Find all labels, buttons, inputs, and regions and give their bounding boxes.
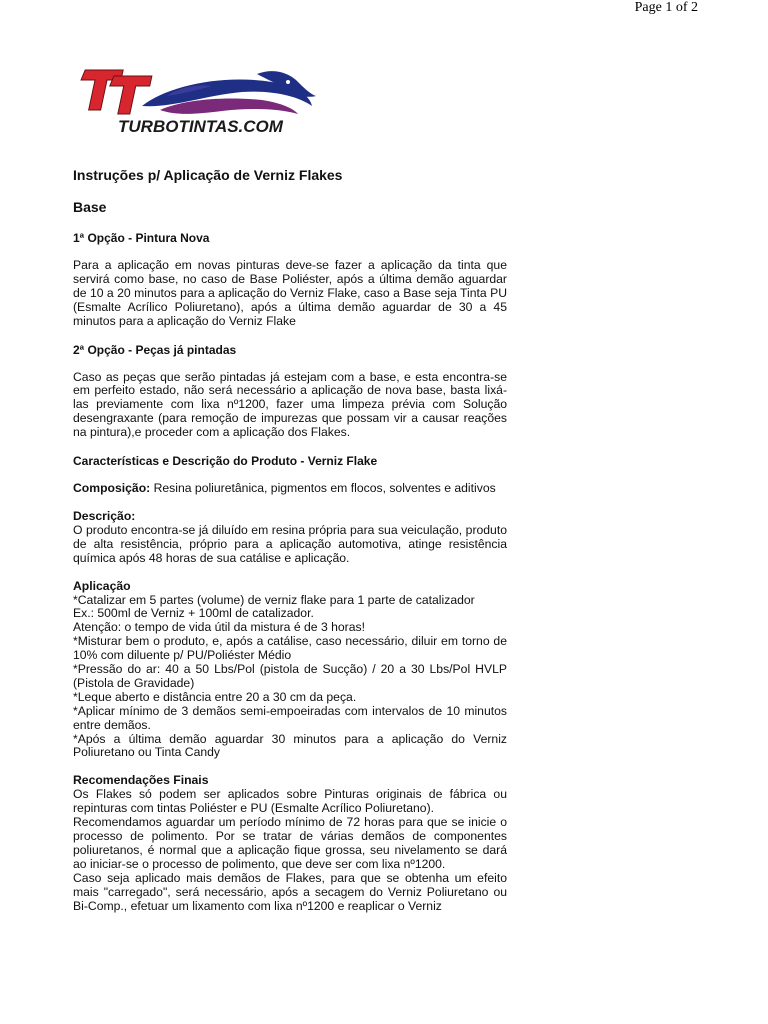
- description-label: Descrição:: [73, 508, 136, 523]
- characteristics-heading: Características e Descrição do Produto - Verniz Flake: [73, 454, 378, 469]
- document-body: [73, 167, 507, 927]
- option-2-text: Caso as peças que serão pintadas já estejam com a base, e esta encontra-se em perfeito estado, não será necessário a aplicação de nova base, basta lixá-las previamente com lixa nº1200, fazer uma limpeza prévia com Solução desengraxante (para remoção de impurezas que possam vir a causar reações na pintura),e proceder com a aplicação dos Flakes.: [73, 369, 507, 440]
- recommendation-line: Os Flakes só podem ser aplicados sobre Pinturas originais de fábrica ou repinturas com tintas Poliéster e PU (Esmalte Acrílico Poliuretano).: [73, 787, 507, 816]
- option-1-text: Para a aplicação em novas pinturas deve-se fazer a aplicação da tinta que servirá como base, no caso de Base Poliéster, após a última demão aguardar de 10 a 20 minutos para a aplicação do Verniz Flake, caso a Base seja Tinta PU (Esmalte Acrílico Poliuretano), após a última demão aguardar de 30 a 45 minutos para a aplicação do Verniz Flake: [73, 258, 507, 328]
- section-heading-base: Base: [73, 199, 107, 215]
- page-number: Page 1 of 2: [634, 0, 698, 15]
- application-line: *Pressão do ar: 40 a 50 Lbs/Pol (pistola de Sucção) / 20 a 30 Lbs/Pol HVLP (Pistola de Gravidade): [73, 662, 507, 690]
- logo-wordmark: TURBOTINTAS.COM: [118, 117, 283, 136]
- application-line: *Após a última demão aguardar 30 minutos para a aplicação do Verniz Poliuretano ou Tinta Candy: [73, 731, 507, 760]
- application-label: Aplicação: [73, 578, 131, 593]
- composition-paragraph: [73, 482, 507, 496]
- application-line: *Leque aberto e distância entre 20 a 30 cm da peça.: [73, 689, 357, 704]
- description-block: [73, 510, 507, 566]
- application-line: Atenção: o tempo de vida útil da mistura é de 3 horas!: [73, 620, 365, 635]
- recommendations-block: [73, 774, 507, 913]
- recommendations-label: Recomendações Finais: [73, 773, 209, 788]
- application-line: *Catalizar em 5 partes (volume) de verniz flake para 1 parte de catalizador: [73, 592, 475, 607]
- application-line: *Aplicar mínimo de 3 demãos semi-empoeiradas com intervalos de 10 minutos entre demãos.: [73, 703, 507, 732]
- recommendation-line: Caso seja aplicado mais demãos de Flakes, para que se obtenha um efeito mais "carregado", será necessário, após a secagem do Verniz Poliuretano ou Bi-Comp., efetuar um lixamento com lixa nº1200 e reaplicar o Verniz: [73, 870, 507, 913]
- application-line: Ex.: 500ml de Verniz + 100ml de catalizador.: [73, 606, 314, 621]
- application-line: *Misturar bem o produto, e, após a catálise, caso necessário, diluir em torno de 10% com diluente p/ PU/Poliéster Médio: [73, 634, 507, 663]
- composition-label: Composição:: [73, 481, 151, 496]
- document-title: Instruções p/ Aplicação de Verniz Flakes: [73, 167, 343, 183]
- option-2-heading: 2ª Opção - Peças já pintadas: [73, 342, 237, 357]
- description-text: O produto encontra-se já diluído em resina própria para sua veiculação, produto de alta resistência, próprio para a aplicação automotiva, atinge resistência química após 48 horas de sua catálise e aplicação.: [73, 522, 507, 565]
- application-block: [73, 580, 507, 761]
- recommendation-line: Recomendamos aguardar um período mínimo de 72 horas para que se inicie o processo de polimento. Por se tratar de várias demãos de componentes poliuretanos, é normal que a aplicação fique grossa, seu nivelamento se dará ao iniciar-se o processo de polimento, que deve ser com lixa nº1200.: [73, 815, 507, 871]
- composition-text: Resina poliuretânica, pigmentos em flocos, solventes e aditivos: [150, 481, 496, 496]
- option-1-heading: 1ª Opção - Pintura Nova: [73, 231, 210, 245]
